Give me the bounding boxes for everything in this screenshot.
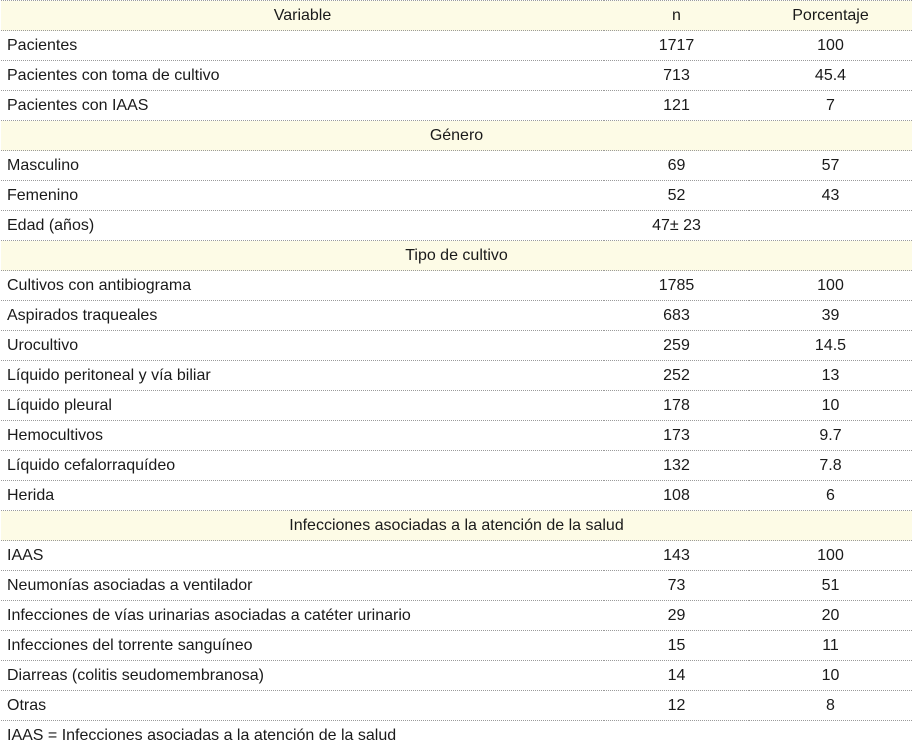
- row-n: 108: [604, 481, 749, 511]
- row-n: 132: [604, 451, 749, 481]
- row-n: 121: [604, 91, 749, 121]
- row-percentage: 100: [749, 31, 912, 61]
- row-percentage: 20: [749, 601, 912, 631]
- row-n: 12: [604, 691, 749, 721]
- row-label: Aspirados traqueales: [1, 301, 604, 331]
- row-label: Hemocultivos: [1, 421, 604, 451]
- section-row-cultivo: [1, 241, 912, 271]
- row-percentage: [749, 211, 912, 241]
- table-row: [1, 61, 912, 91]
- table-row: [1, 211, 912, 241]
- row-percentage: 7.8: [749, 451, 912, 481]
- header-row: [1, 1, 912, 31]
- table-row: [1, 541, 912, 571]
- row-label: Líquido peritoneal y vía biliar: [1, 361, 604, 391]
- row-n: 47± 23: [604, 211, 749, 241]
- row-label: Infecciones de vías urinarias asociadas a catéter urinario: [1, 601, 604, 631]
- header-variable: Variable: [1, 1, 604, 31]
- row-n: 173: [604, 421, 749, 451]
- row-n: 15: [604, 631, 749, 661]
- row-label: Neumonías asociadas a ventilador: [1, 571, 604, 601]
- row-label: Pacientes: [1, 31, 604, 61]
- row-percentage: 39: [749, 301, 912, 331]
- row-n: 29: [604, 601, 749, 631]
- row-percentage: 10: [749, 391, 912, 421]
- table-row: [1, 151, 912, 181]
- row-label: Infecciones del torrente sanguíneo: [1, 631, 604, 661]
- row-percentage: 13: [749, 361, 912, 391]
- table-row: [1, 571, 912, 601]
- row-label: Diarreas (colitis seudomembranosa): [1, 661, 604, 691]
- row-label: Edad (años): [1, 211, 604, 241]
- row-n: 143: [604, 541, 749, 571]
- row-label: Cultivos con antibiograma: [1, 271, 604, 301]
- row-label: Herida: [1, 481, 604, 511]
- row-n: 14: [604, 661, 749, 691]
- row-percentage: 9.7: [749, 421, 912, 451]
- table-row: [1, 661, 912, 691]
- footnote-row: [1, 721, 912, 751]
- section-title: Tipo de cultivo: [1, 241, 912, 271]
- header-percentage: Porcentaje: [749, 1, 912, 31]
- row-label: Pacientes con IAAS: [1, 91, 604, 121]
- row-percentage: 45.4: [749, 61, 912, 91]
- row-label: IAAS: [1, 541, 604, 571]
- table-row: [1, 331, 912, 361]
- row-n: 683: [604, 301, 749, 331]
- table-row: [1, 391, 912, 421]
- table-row: [1, 481, 912, 511]
- table-row: [1, 31, 912, 61]
- table-row: [1, 421, 912, 451]
- row-n: 69: [604, 151, 749, 181]
- row-n: 1717: [604, 31, 749, 61]
- table-row: [1, 271, 912, 301]
- table-body: [1, 1, 912, 751]
- table-row: [1, 631, 912, 661]
- row-percentage: 10: [749, 661, 912, 691]
- row-percentage: 8: [749, 691, 912, 721]
- row-label: Pacientes con toma de cultivo: [1, 61, 604, 91]
- row-n: 52: [604, 181, 749, 211]
- row-percentage: 100: [749, 271, 912, 301]
- row-percentage: 11: [749, 631, 912, 661]
- section-title: Género: [1, 121, 912, 151]
- table-row: [1, 91, 912, 121]
- section-row-iaas: [1, 511, 912, 541]
- row-n: 713: [604, 61, 749, 91]
- row-label: Urocultivo: [1, 331, 604, 361]
- row-percentage: 7: [749, 91, 912, 121]
- row-percentage: 57: [749, 151, 912, 181]
- row-percentage: 100: [749, 541, 912, 571]
- row-percentage: 6: [749, 481, 912, 511]
- section-row-genero: [1, 121, 912, 151]
- footnote: IAAS = Infecciones asociadas a la atención de la salud: [7, 726, 397, 744]
- row-n: 252: [604, 361, 749, 391]
- row-n: 1785: [604, 271, 749, 301]
- section-title: Infecciones asociadas a la atención de la salud: [1, 511, 912, 541]
- table-row: [1, 691, 912, 721]
- row-label: Femenino: [1, 181, 604, 211]
- row-n: 73: [604, 571, 749, 601]
- table-row: [1, 361, 912, 391]
- row-label: Líquido pleural: [1, 391, 604, 421]
- table-row: [1, 601, 912, 631]
- data-table: [1, 0, 912, 750]
- table-row: [1, 451, 912, 481]
- header-n: n: [604, 1, 749, 31]
- row-label: Masculino: [1, 151, 604, 181]
- row-n: 178: [604, 391, 749, 421]
- table-row: [1, 181, 912, 211]
- row-label: Líquido cefalorraquídeo: [1, 451, 604, 481]
- table-row: [1, 301, 912, 331]
- row-n: 259: [604, 331, 749, 361]
- row-percentage: 14.5: [749, 331, 912, 361]
- row-label: Otras: [1, 691, 604, 721]
- row-percentage: 51: [749, 571, 912, 601]
- row-percentage: 43: [749, 181, 912, 211]
